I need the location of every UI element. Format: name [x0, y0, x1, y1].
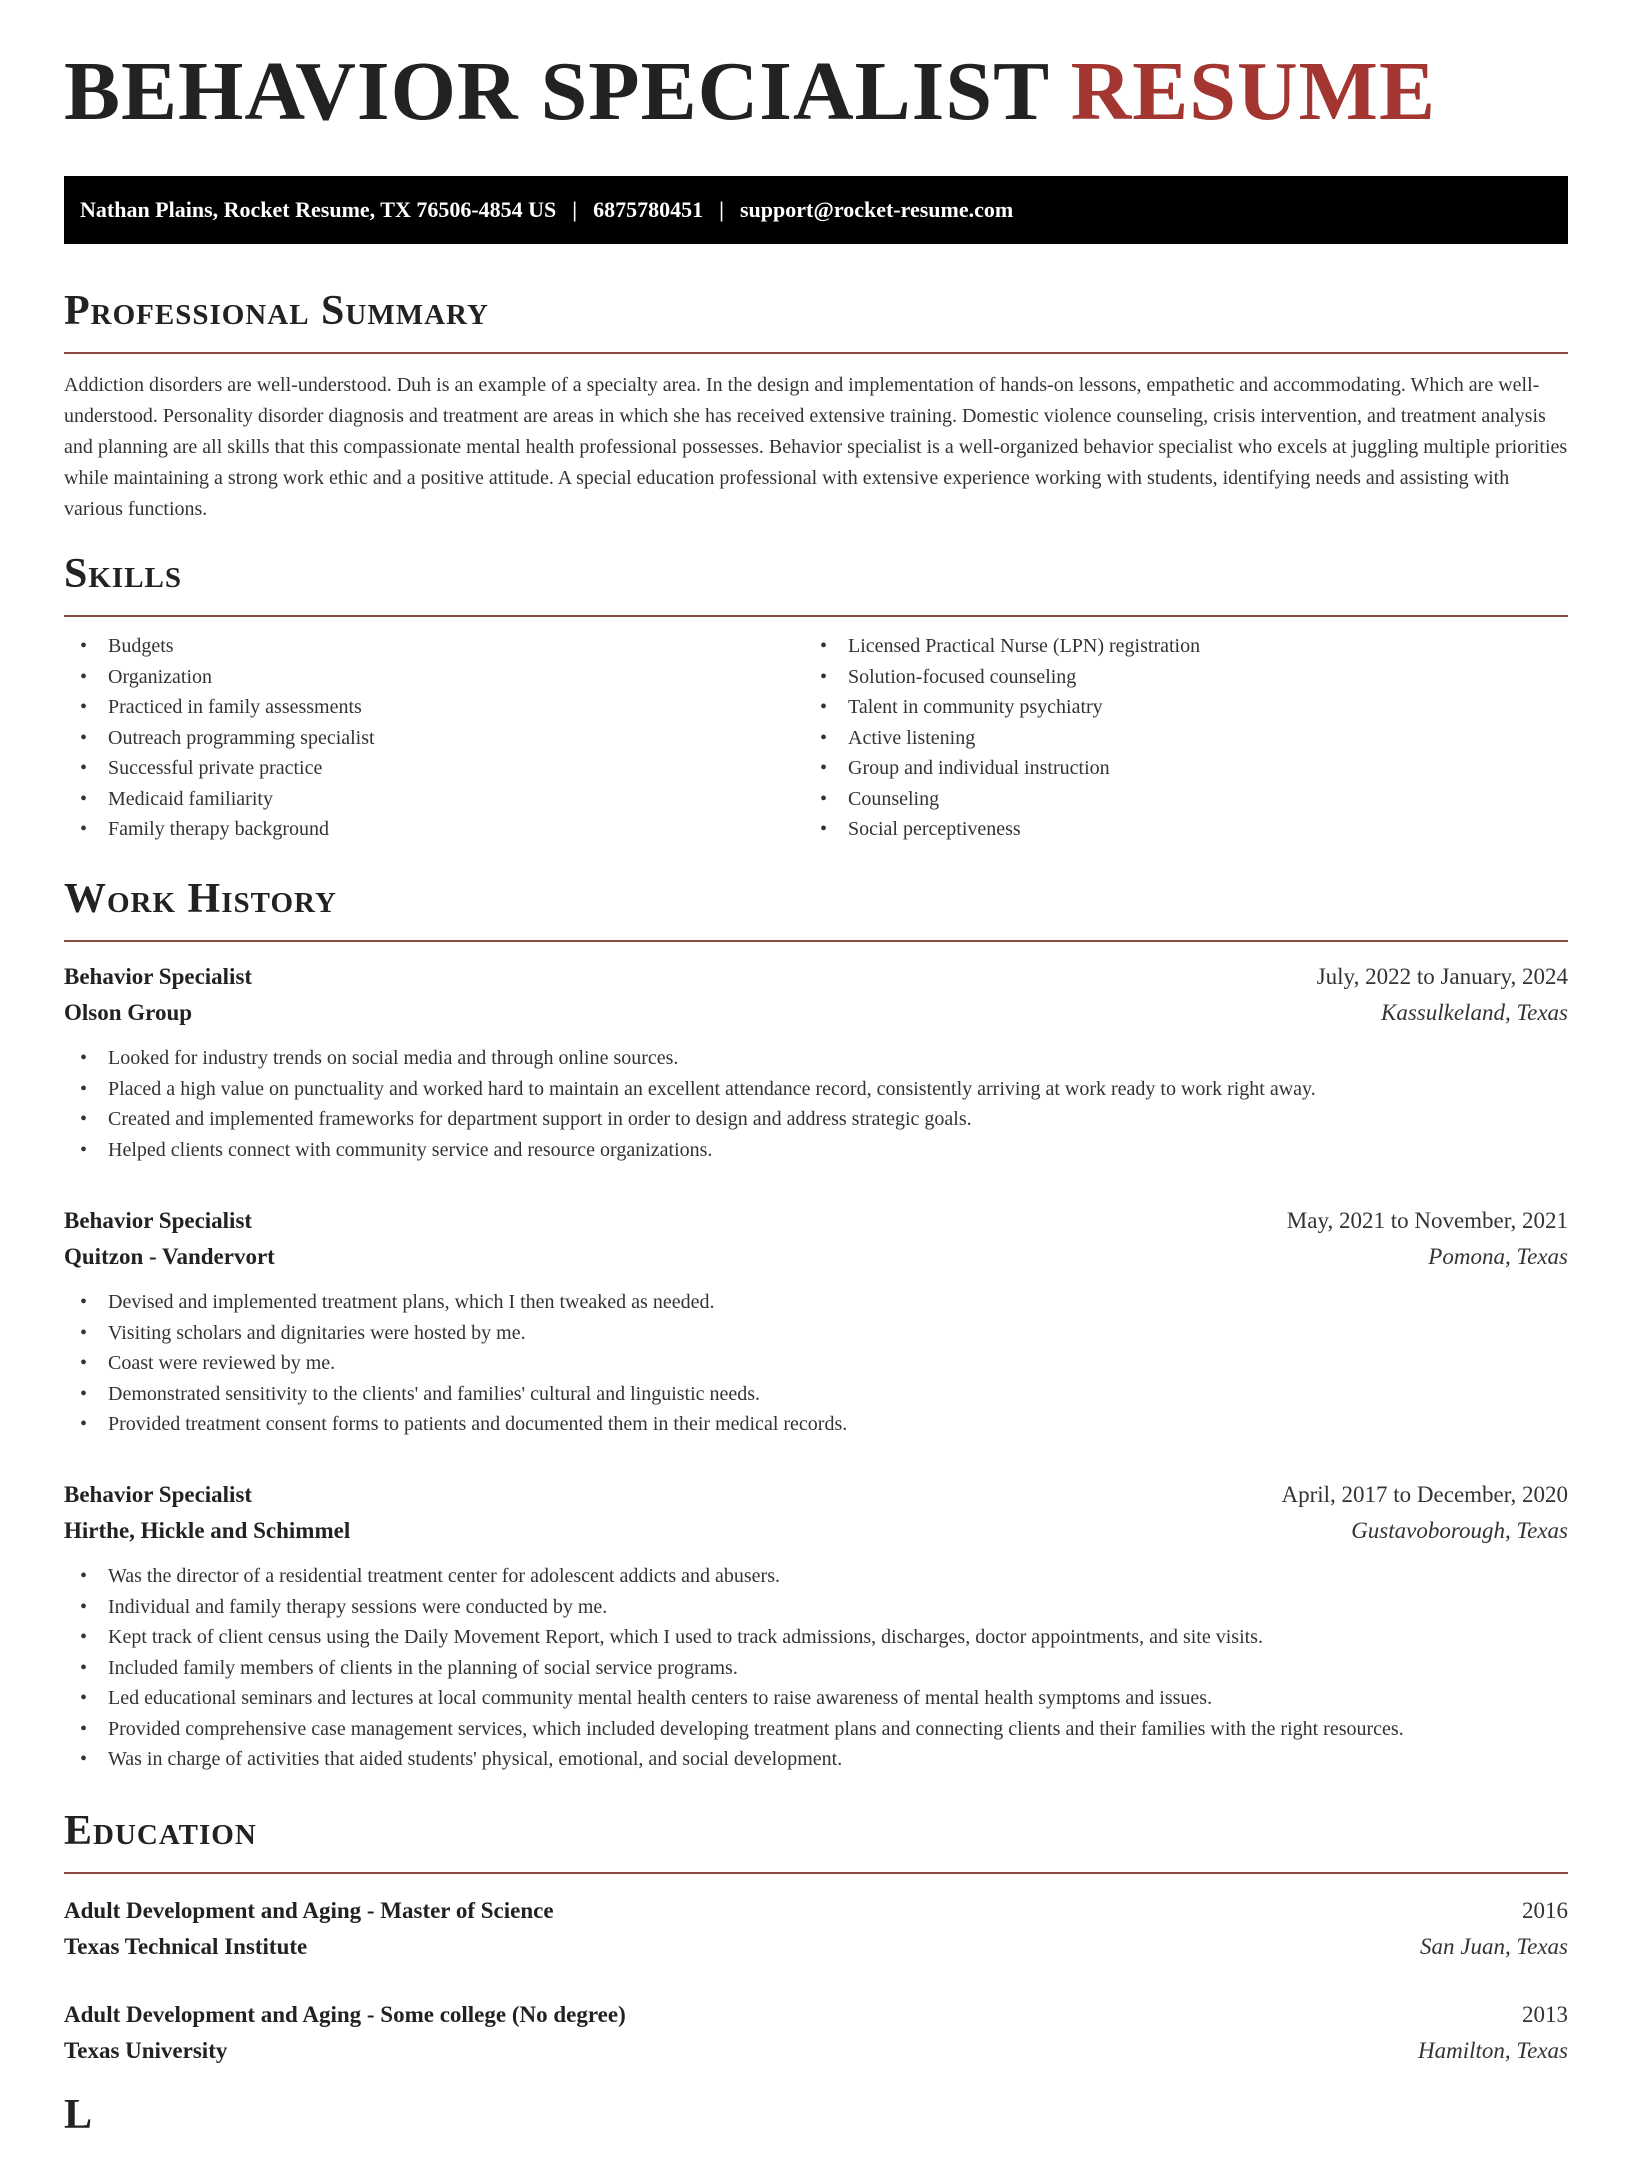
title-main: BEHAVIOR SPECIALIST — [64, 45, 1049, 138]
skill-item: • Social perceptiveness — [804, 814, 1544, 845]
job-title: Behavior Specialist — [64, 1482, 253, 1507]
education-section — [64, 1810, 1568, 1874]
job-bullet: • Was in charge of activities that aided students' physical, emotional, and social development. — [64, 1744, 1568, 1775]
job-bullet: • Devised and implemented treatment plans, which I then tweaked as needed. — [64, 1287, 1568, 1318]
contact-phone: 6875780451 — [593, 197, 704, 222]
job-bullet: • Kept track of client census using the Daily Movement Report, which I used to track admissions, discharges, doctor appointments, and site visits. — [64, 1622, 1568, 1653]
skills-list-right — [804, 631, 1544, 845]
contact-address: Nathan Plains, Rocket Resume, TX 76506-4854 US — [80, 197, 557, 222]
job-bullet: • Coast were reviewed by me. — [64, 1348, 1568, 1379]
job-bullets — [64, 1561, 1568, 1775]
education-school: Texas Technical Institute — [64, 1934, 308, 1959]
skill-item: • Family therapy background — [64, 814, 804, 845]
job-company: Quitzon - Vandervort — [64, 1244, 275, 1269]
title-accent: RESUME — [1070, 45, 1436, 138]
skill-item: • Talent in community psychiatry — [804, 692, 1544, 723]
job-entry — [64, 1477, 1568, 1775]
skills-list-left — [64, 631, 804, 845]
job-entry — [64, 1203, 1568, 1440]
contact-bar — [64, 176, 1568, 244]
job-entry — [64, 959, 1568, 1165]
job-company-row — [64, 995, 1568, 1031]
skill-item: • Medicaid familiarity — [64, 784, 804, 815]
skills-section — [64, 553, 1568, 845]
job-bullet: • Provided treatment consent forms to patients and documented them in their medical records. — [64, 1409, 1568, 1440]
education-degree: Adult Development and Aging - Some college (No degree) — [64, 2002, 626, 2027]
contact-separator: | — [572, 197, 578, 222]
skill-item: • Successful private practice — [64, 753, 804, 784]
skill-item: • Active listening — [804, 723, 1544, 754]
education-entry — [64, 1997, 1568, 2069]
skills-heading: Skills — [64, 553, 1568, 617]
job-bullet: • Placed a high value on punctuality and worked hard to maintain an excellent attendance record, consistently arriving at work ready to work right away. — [64, 1074, 1568, 1105]
job-dates: July, 2022 to January, 2024 — [1316, 964, 1568, 989]
job-bullet: • Was the director of a residential treatment center for adolescent addicts and abusers. — [64, 1561, 1568, 1592]
summary-section — [64, 290, 1568, 525]
job-location: Pomona, Texas — [1428, 1244, 1568, 1269]
job-header-row — [64, 959, 1568, 995]
skill-item: • Counseling — [804, 784, 1544, 815]
next-section — [64, 2094, 1568, 2158]
skill-item: • Solution-focused counseling — [804, 662, 1544, 693]
job-company: Olson Group — [64, 1000, 193, 1025]
job-location: Kassulkeland, Texas — [1381, 1000, 1568, 1025]
job-bullet: • Created and implemented frameworks for department support in order to design and address strategic goals. — [64, 1104, 1568, 1135]
job-bullet: • Led educational seminars and lectures at local community mental health centers to raise awareness of mental health symptoms and issues. — [64, 1683, 1568, 1714]
job-company-row — [64, 1239, 1568, 1275]
resume-title — [64, 45, 1436, 138]
skill-item: • Organization — [64, 662, 804, 693]
education-entry — [64, 1893, 1568, 1965]
job-company-row — [64, 1513, 1568, 1549]
summary-text: Addiction disorders are well-understood. Duh is an example of a specialty area. In the design and implementation of hands-on lessons, empathetic and accommodating. Which are well-understood. Personality disorder diagnosis and treatment are areas in which she has received extensive training. Domestic violence counseling, crisis intervention, and treatment analysis and planning are all skills that this compassionate mental health professional possesses. Behavior specialist is a well-organized behavior specialist who excels at juggling multiple priorities while maintaining a strong work ethic and a positive attitude. A special education professional with extensive experience working with students, identifying needs and assisting with various functions. — [64, 374, 1568, 520]
job-dates: April, 2017 to December, 2020 — [1281, 1482, 1568, 1507]
job-title: Behavior Specialist — [64, 964, 253, 989]
job-bullet: • Provided comprehensive case management services, which included developing treatment plans and connecting clients and their families with the right resources. — [64, 1714, 1568, 1745]
contact-separator: | — [719, 197, 724, 222]
education-header-row — [64, 1893, 1568, 1929]
job-dates: May, 2021 to November, 2021 — [1286, 1208, 1568, 1233]
job-bullet: • Helped clients connect with community service and resource organizations. — [64, 1135, 1568, 1166]
job-bullet: • Visiting scholars and dignitaries were hosted by me. — [64, 1318, 1568, 1349]
skills-columns — [64, 631, 1568, 845]
skill-item: • Licensed Practical Nurse (LPN) registration — [804, 631, 1544, 662]
education-year: 2016 — [1522, 1898, 1568, 1923]
contact-email: support@rocket-resume.com — [740, 197, 1014, 222]
job-bullet: • Included family members of clients in the planning of social service programs. — [64, 1653, 1568, 1684]
job-header-row — [64, 1203, 1568, 1239]
skill-item: • Outreach programming specialist — [64, 723, 804, 754]
education-school-row — [64, 2033, 1568, 2069]
work-history-heading: Work History — [64, 878, 1568, 942]
job-bullets — [64, 1287, 1568, 1440]
work-history-section — [64, 878, 1568, 942]
education-location: Hamilton, Texas — [1418, 2038, 1568, 2063]
skill-item: • Budgets — [64, 631, 804, 662]
next-section-heading: L — [64, 2092, 94, 2138]
skill-item: • Practiced in family assessments — [64, 692, 804, 723]
job-location: Gustavoborough, Texas — [1351, 1518, 1568, 1543]
job-company: Hirthe, Hickle and Schimmel — [64, 1518, 351, 1543]
skill-item: • Group and individual instruction — [804, 753, 1544, 784]
education-location: San Juan, Texas — [1419, 1934, 1568, 1959]
job-bullets — [64, 1043, 1568, 1165]
education-school: Texas University — [64, 2038, 228, 2063]
summary-heading: Professional Summary — [64, 290, 1568, 354]
education-header-row — [64, 1997, 1568, 2033]
education-heading: Education — [64, 1810, 1568, 1874]
education-school-row — [64, 1929, 1568, 1965]
education-degree: Adult Development and Aging - Master of Science — [64, 1898, 554, 1923]
education-year: 2013 — [1522, 2002, 1568, 2027]
job-bullet: • Looked for industry trends on social media and through online sources. — [64, 1043, 1568, 1074]
job-bullet: • Demonstrated sensitivity to the clients' and families' cultural and linguistic needs. — [64, 1379, 1568, 1410]
job-header-row — [64, 1477, 1568, 1513]
job-bullet: • Individual and family therapy sessions were conducted by me. — [64, 1592, 1568, 1623]
job-title: Behavior Specialist — [64, 1208, 253, 1233]
